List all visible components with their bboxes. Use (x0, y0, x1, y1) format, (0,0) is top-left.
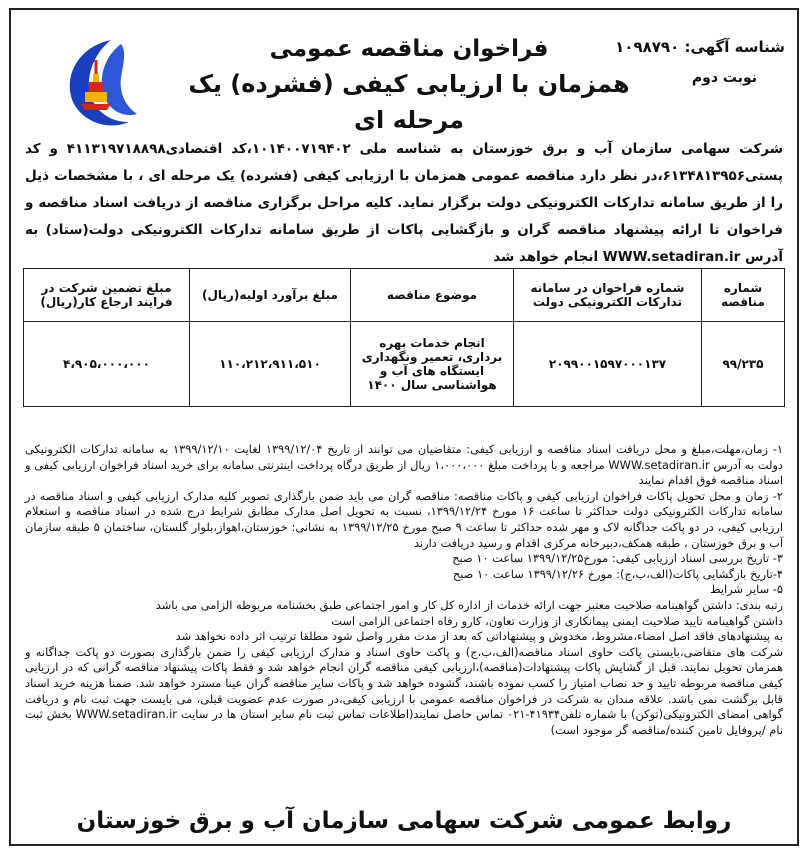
term-1: ۱- زمان،مهلت،مبلغ و محل دریافت اسناد مناقصه و ارزیابی کیفی: متقاضیان می توانند از تاریخ ۱۳۹۹/۱۲/۰۴ لغایت ۱۳۹۹/۱۲/۱۰ به سامانه تدارکات الکترونیکی دولت به آدرس WWW.setadiran.ir مراجعه و با پرداخت مبلغ ۱،۰۰۰،۰۰۰ ریال از طریق درگاه پرداخت اینترنتی سامانه برای خرید اسناد فراخوان ارزیابی کیفی و اسناد مناقصه فوق اقدام نمایند (25, 442, 783, 488)
cell-guarantee: ۴،۹۰۵،۰۰۰،۰۰۰ (24, 322, 190, 407)
intro-paragraph: شرکت سهامی سازمان آب و برق خوزستان به شناسه ملی ۱۰۱۴۰۰۷۱۹۴۰۲،کد اقتصادی۴۱۱۳۱۹۷۱۸۸۹۸ و کد پستی۶۱۳۴۸۱۳۹۵۶،در نظر دارد مناقصه عمومی همزمان با ارزیابی کیفی (فشرده) یک مرحله ای ، با مشخصات ذیل را از طریق سامانه تدارکات الکترونیکی دولت برگزار نماید. کلیه مراحل برگزاری مناقصه از دریافت اسناد مناقصه و فراخوان تا ارائه پیشنهاد مناقصه گران و بازگشایی پاکات از طریق سامانه تدارکات الکترونیکی دولت(ستاد) به آدرس WWW.setadiran.ir انجام خواهد شد (25, 141, 783, 265)
col-header-guarantee: مبلغ تضمین شرکت در فرایند ارجاع کار(ریال) (24, 269, 190, 322)
notice-round: نوبت دوم (691, 70, 757, 86)
col-header-subject: موضوع مناقصه (351, 269, 514, 322)
col-header-number: شماره مناقصه (702, 269, 785, 322)
term-9: شرکت های متقاضی،بایستی پاکت حاوی اسناد مناقصه(الف،ب،ج) و پاکت حاوی اسناد و مدارک ارزیابی کیفی را ضمن بارگذاری بصورت دو پاکت جداگانه و همزمان تحویل نمایند. قبل از گشایش پاکات پیشنهادات(مناقصه)،ارزیابی کیفی مناقصه گران انجام خواهد شد و فقط پاکات پیشنهاد مناقصه گرانی که در ارزیابی کیفی مناقصه مربوطه تایید و حد نصاب امتیاز را کسب نموده باشند، گشوده خواهد شد و پاکات سایر مناقصه گران عینا مسترد خواهد شد. ضمنا هزینه خرید اسناد قابل برگشت نمی باشد. علاقه مندان به شرکت در فراخوان مناقصه عمومی با ارزیابی کیفی،در صورت عدم عضویت قبلی، می بایست جهت ثبت نام و دریافت گواهی امضای الکترونیکی(توکن) با شماره تلفن۴۱۹۳۴-۰۲۱ تماس حاصل نمایند(اطلاعات تماس ثبت نام سایر استان ها در سایت WWW.setadiran.ir بخش ثبت نام /پروفایل تامین کننده/مناقصه گر موجود است) (25, 644, 783, 737)
col-header-system-number: شماره فراخوان در سامانه تدارکات الکترونیکی دولت (514, 269, 702, 322)
term-3: ۳- تاریخ بررسی اسناد ارزیابی کیفی: مورخ۱۳۹۹/۱۲/۲۵ ساعت ۱۰ صبح (452, 551, 783, 566)
term-5: ۵- سایر شرایط (710, 582, 783, 597)
terms-section (25, 442, 783, 738)
term-6: رتبه بندی: داشتن گواهینامه صلاحیت معتبر جهت ارائه خدمات از اداره کل کار و امور اجتماعی طبق بخشنامه مربوطه الزامی می باشد (155, 597, 783, 612)
cell-number: ۹۹/۲۳۵ (702, 322, 785, 407)
tender-table (23, 268, 785, 407)
water-power-drop-logo-icon (51, 34, 147, 134)
term-7: داشتن گواهینامه تایید صلاحیت ایمنی پیمانکاری از وزارت تعاون، کارو رفاه اجتماعی الزامی است (331, 613, 783, 628)
title-line-2: همزمان با ارزیابی کیفی (فشرده) یک مرحله ای (188, 70, 630, 134)
cell-estimate: ۱۱۰،۲۱۲،۹۱۱،۵۱۰ (190, 322, 351, 407)
notice-id: شناسه آگهی: ۱۰۹۸۷۹۰ (615, 38, 785, 56)
term-2: ۲- زمان و محل تحویل پاکات فراخوان ارزیابی کیفی و پاکات مناقصه: مناقصه گران می باید ضمن بارگذاری تصویر کلیه مدارک ارزیابی کیفی و اسناد مناقصه در سامانه تدارکات الکترونیکی دولت حداکثر تا ساعت ۱۶ مورخ ۱۳۹۹/۱۲/۲۴، نسبت به تحویل اصل مدارک مطابق شرایط درج شده در اسناد مناقصه و استعلام ارزیابی کیفی، در دو پاکت جداگانه لاک و مهر شده حداکثر تا ساعت ۹ صبح مورخ ۱۳۹۹/۱۲/۲۵ به نشانی: خوزستان،اهواز،بلوار گلستان، ساختمان ۵ طبقه سازمان آب و برق خوزستان ، طبقه همکف،دبیرخانه مرکزی اقدام و رسید دریافت دارند (25, 488, 783, 550)
notice-header (11, 10, 797, 134)
table-row (24, 322, 785, 407)
table-header-row (24, 269, 785, 322)
cell-subject: انجام خدمات بهره برداری، تعمیر ونگهداری ایستگاه های آب و هواشناسی سال ۱۴۰۰ (351, 322, 514, 407)
tender-notice (9, 8, 799, 846)
notice-title (171, 32, 647, 138)
term-4: ۴-تاریخ بازگشایی پاکات(الف،ب،ج): مورخ ۱۳۹۹/۱۲/۲۶ ساعت ۱۰ صبح (452, 566, 783, 581)
term-8: به پیشنهادهای فاقد اصل امضاء،مشروط، مخدوش و پیشنهاداتی که بعد از مدت مقرر واصل شود مطلقا ترتیب اثر داده نخواهد شد (175, 629, 783, 644)
title-line-1: فراخوان مناقصه عمومی (269, 36, 549, 62)
col-header-estimate: مبلغ برآورد اولیه(ریال) (190, 269, 351, 322)
cell-system-number: ۲۰۹۹۰۰۱۵۹۷۰۰۰۱۳۷ (514, 322, 702, 407)
footer-signature: روابط عمومی شرکت سهامی سازمان آب و برق خوزستان (76, 808, 732, 834)
